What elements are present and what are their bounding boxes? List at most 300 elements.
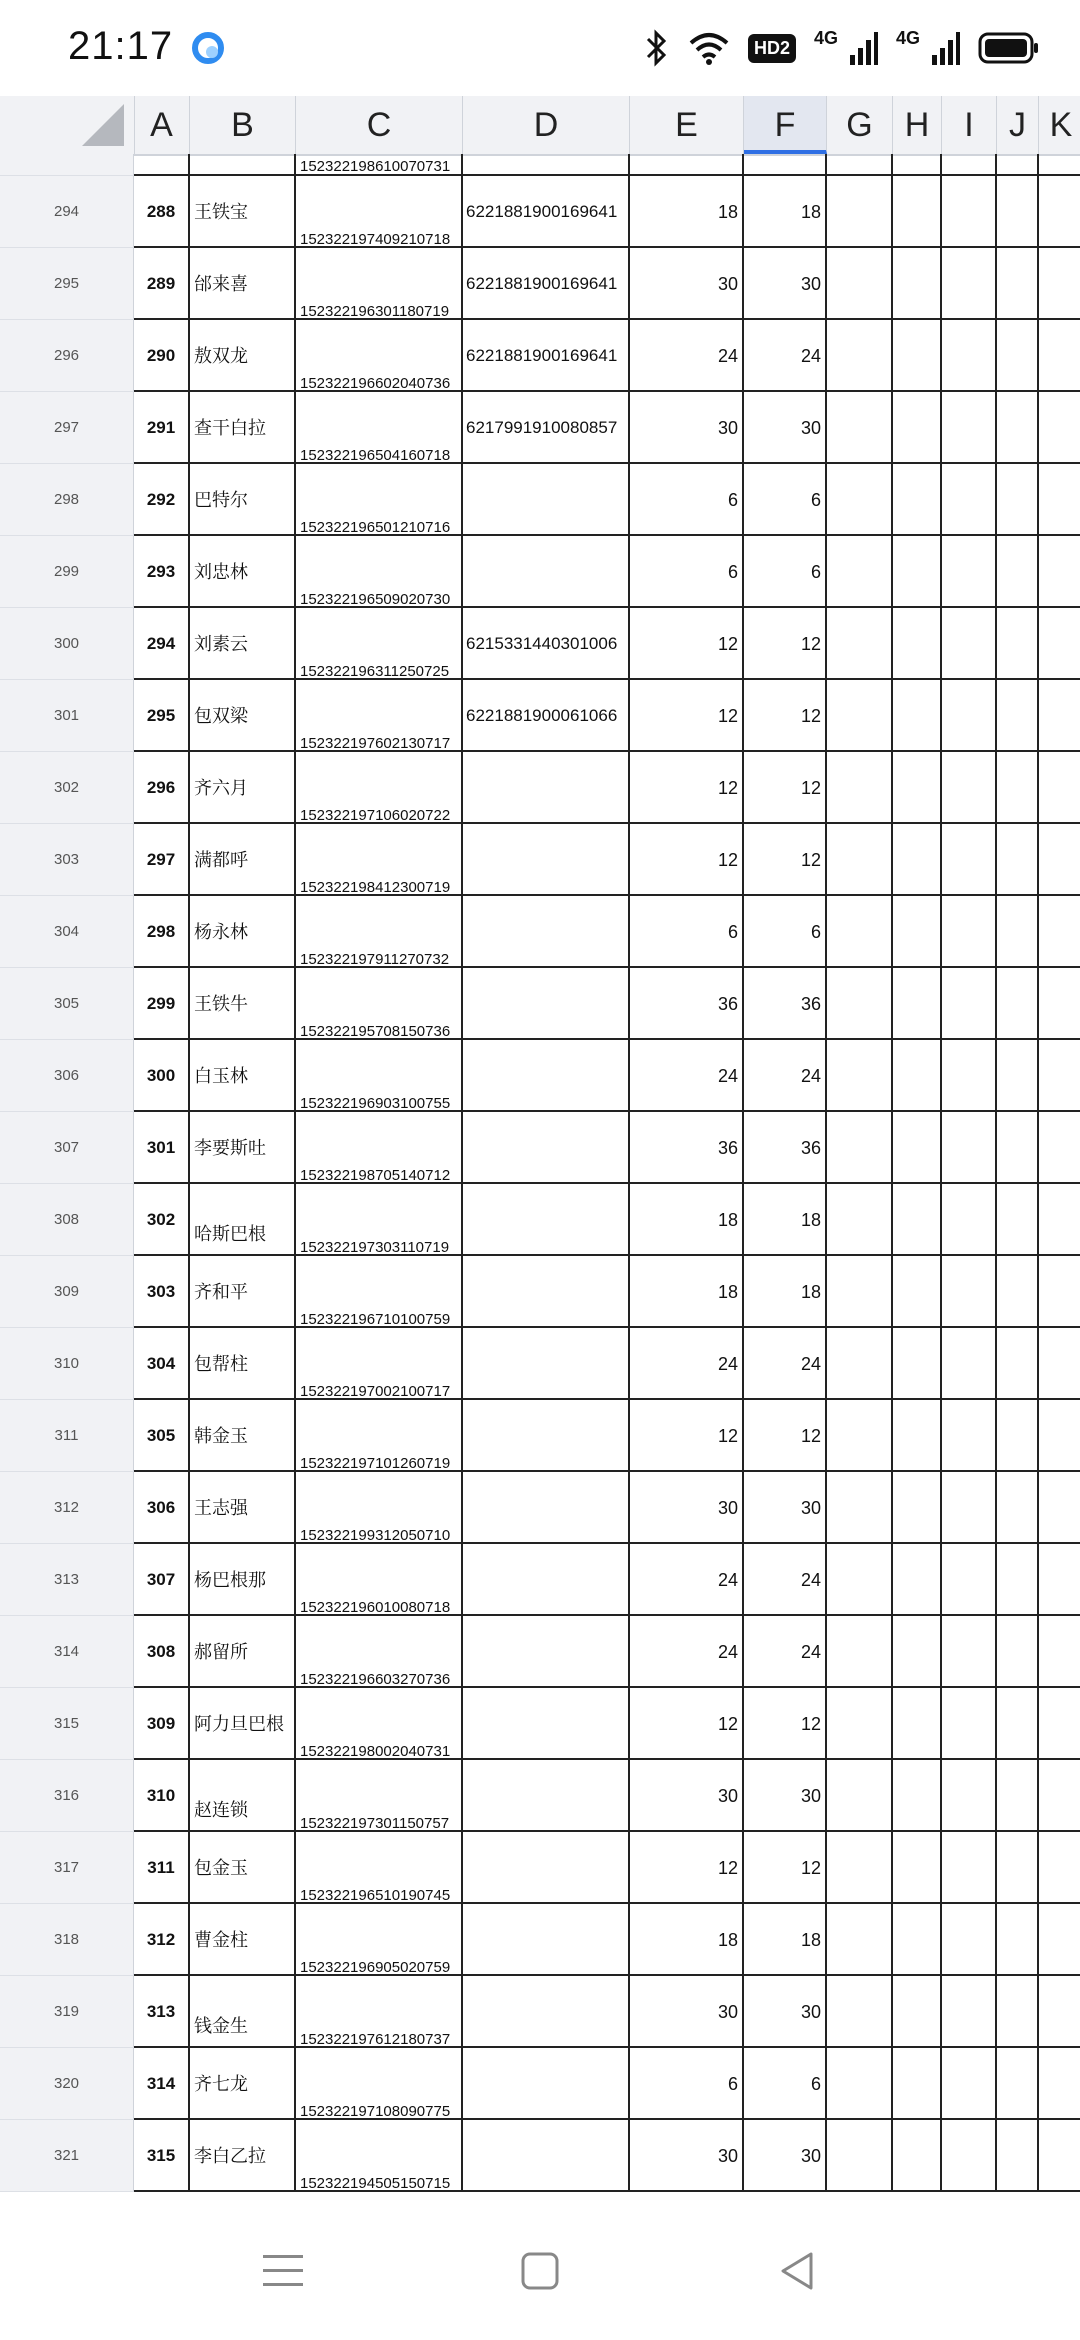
cell-amount-f[interactable]: 24	[744, 1040, 827, 1112]
row-number[interactable]: 299	[0, 536, 134, 608]
cell-h[interactable]	[893, 1688, 942, 1760]
cell-g[interactable]	[827, 824, 893, 896]
cell-k[interactable]	[1039, 824, 1080, 896]
cell-seq-no[interactable]: 291	[134, 392, 190, 464]
cell-amount-f[interactable]: 6	[744, 536, 827, 608]
cell-amount-f[interactable]: 12	[744, 1832, 827, 1904]
cell-seq-no[interactable]: 309	[134, 1688, 190, 1760]
cell-amount-e[interactable]: 6	[630, 536, 744, 608]
cell-j[interactable]	[997, 680, 1039, 752]
cell-seq-no[interactable]: 300	[134, 1040, 190, 1112]
cell-j[interactable]	[997, 1616, 1039, 1688]
cell-i[interactable]	[942, 1688, 997, 1760]
row-number[interactable]: 294	[0, 176, 134, 248]
cell-h[interactable]	[893, 1328, 942, 1400]
cell-j[interactable]	[997, 464, 1039, 536]
cell-amount-e[interactable]: 24	[630, 320, 744, 392]
cell-amount-e[interactable]: 12	[630, 1688, 744, 1760]
cell-name[interactable]: 哈斯巴根	[190, 1184, 296, 1256]
cell-bank-account[interactable]: 6215331440301006	[463, 608, 630, 680]
spreadsheet[interactable]	[0, 96, 1080, 2206]
cell-g[interactable]	[827, 1976, 893, 2048]
back-button[interactable]	[762, 2236, 832, 2306]
cell-amount-f[interactable]: 18	[744, 1904, 827, 1976]
cell-amount-f[interactable]: 30	[744, 1472, 827, 1544]
cell-amount-f[interactable]: 30	[744, 2120, 827, 2192]
row-number[interactable]: 317	[0, 1832, 134, 1904]
cell-h[interactable]	[893, 248, 942, 320]
select-all-corner[interactable]	[0, 96, 135, 154]
cell-k[interactable]	[1039, 2048, 1080, 2120]
cell-name[interactable]: 查干白拉	[190, 392, 296, 464]
row-number[interactable]: 308	[0, 1184, 134, 1256]
row-number[interactable]: 314	[0, 1616, 134, 1688]
cell-i[interactable]	[942, 896, 997, 968]
row-number[interactable]: 302	[0, 752, 134, 824]
cell-amount-e[interactable]: 30	[630, 392, 744, 464]
cell-j[interactable]	[997, 2048, 1039, 2120]
cell-k[interactable]	[1039, 1328, 1080, 1400]
cell-amount-e[interactable]: 30	[630, 1760, 744, 1832]
cell-id-number[interactable]: 152322196010080718	[296, 1544, 463, 1616]
cell-seq-no[interactable]: 296	[134, 752, 190, 824]
row-number[interactable]: 309	[0, 1256, 134, 1328]
cell-i[interactable]	[942, 1544, 997, 1616]
cell-name[interactable]: 阿力旦巴根	[190, 1688, 296, 1760]
cell-j[interactable]	[997, 248, 1039, 320]
row-number[interactable]: 303	[0, 824, 134, 896]
cell-j[interactable]	[997, 1760, 1039, 1832]
cell-i[interactable]	[942, 2048, 997, 2120]
cell-amount-e[interactable]: 18	[630, 1184, 744, 1256]
cell-j[interactable]	[997, 1256, 1039, 1328]
cell-amount-f[interactable]: 18	[744, 1184, 827, 1256]
cell-i[interactable]	[942, 1112, 997, 1184]
cell-k[interactable]	[1039, 1112, 1080, 1184]
cell-bank-account[interactable]: 6221881900061066	[463, 680, 630, 752]
cell-id-number[interactable]: 152322198412300719	[296, 824, 463, 896]
cell-id-number[interactable]: 152322196504160718	[296, 392, 463, 464]
cell-name[interactable]: 李要斯吐	[190, 1112, 296, 1184]
cell-id-number[interactable]: 152322196301180719	[296, 248, 463, 320]
cell-seq-no[interactable]: 297	[134, 824, 190, 896]
cell-name[interactable]: 王铁牛	[190, 968, 296, 1040]
cell-i[interactable]	[942, 536, 997, 608]
row-number[interactable]: 304	[0, 896, 134, 968]
cell-i[interactable]	[942, 2120, 997, 2192]
cell-amount-f[interactable]: 30	[744, 248, 827, 320]
cell-seq-no[interactable]: 313	[134, 1976, 190, 2048]
row-number[interactable]: 318	[0, 1904, 134, 1976]
cell-g[interactable]	[827, 248, 893, 320]
cell-name[interactable]: 赵连锁	[190, 1760, 296, 1832]
cell-j[interactable]	[997, 1472, 1039, 1544]
cell-i[interactable]	[942, 1328, 997, 1400]
cell-name[interactable]: 杨永林	[190, 896, 296, 968]
cell-g[interactable]	[827, 1688, 893, 1760]
cell-bank-account[interactable]	[463, 2048, 630, 2120]
cell-amount-f[interactable]: 6	[744, 896, 827, 968]
cell-h[interactable]	[893, 1112, 942, 1184]
cell-bank-account[interactable]	[463, 1400, 630, 1472]
cell-name[interactable]: 郝留所	[190, 1616, 296, 1688]
cell-g[interactable]	[827, 1472, 893, 1544]
row-number[interactable]: 320	[0, 2048, 134, 2120]
row-number-partial[interactable]	[0, 154, 134, 176]
row-number[interactable]: 297	[0, 392, 134, 464]
cell-name[interactable]: 钱金生	[190, 1976, 296, 2048]
cell-g[interactable]	[827, 1544, 893, 1616]
cell-g[interactable]	[827, 1904, 893, 1976]
cell-j[interactable]	[997, 1904, 1039, 1976]
row-number[interactable]: 315	[0, 1688, 134, 1760]
column-header-f[interactable]: F	[744, 96, 827, 154]
cell-h[interactable]	[893, 1040, 942, 1112]
cell-amount-e[interactable]: 12	[630, 1832, 744, 1904]
cell-k[interactable]	[1039, 680, 1080, 752]
cell-seq-no[interactable]: 305	[134, 1400, 190, 1472]
row-number[interactable]: 311	[0, 1400, 134, 1472]
cell-amount-f[interactable]: 12	[744, 608, 827, 680]
cell-bank-account[interactable]	[463, 968, 630, 1040]
cell-g[interactable]	[827, 1400, 893, 1472]
cell-bank-account[interactable]: 6217991910080857	[463, 392, 630, 464]
cell-seq-no[interactable]: 290	[134, 320, 190, 392]
cell-bank-account[interactable]	[463, 1328, 630, 1400]
cell-bank-account[interactable]	[463, 536, 630, 608]
row-number[interactable]: 298	[0, 464, 134, 536]
cell-amount-f[interactable]: 12	[744, 1688, 827, 1760]
cell-name[interactable]: 韩金玉	[190, 1400, 296, 1472]
cell-name[interactable]: 李白乙拉	[190, 2120, 296, 2192]
cell-h[interactable]	[893, 464, 942, 536]
cell-k[interactable]	[1039, 1976, 1080, 2048]
cell-amount-e[interactable]: 24	[630, 1616, 744, 1688]
cell-amount-e[interactable]: 24	[630, 1544, 744, 1616]
cell-j[interactable]	[997, 752, 1039, 824]
cell-id-number[interactable]: 152322197106020722	[296, 752, 463, 824]
column-header-j[interactable]: J	[997, 96, 1039, 154]
row-number[interactable]: 295	[0, 248, 134, 320]
cell-amount-e[interactable]: 18	[630, 1904, 744, 1976]
cell-j[interactable]	[997, 1400, 1039, 1472]
cell-name[interactable]: 包金玉	[190, 1832, 296, 1904]
cell-g[interactable]	[827, 1184, 893, 1256]
cell-amount-f[interactable]: 30	[744, 392, 827, 464]
cell-seq-no[interactable]: 303	[134, 1256, 190, 1328]
column-header-d[interactable]: D	[463, 96, 630, 154]
cell-bank-account[interactable]	[463, 1904, 630, 1976]
cell-amount-f[interactable]: 24	[744, 1544, 827, 1616]
row-number[interactable]: 305	[0, 968, 134, 1040]
cell-j[interactable]	[997, 1544, 1039, 1616]
cell-amount-e[interactable]: 12	[630, 752, 744, 824]
cell-h[interactable]	[893, 896, 942, 968]
cell-j[interactable]	[997, 2120, 1039, 2192]
cell-i[interactable]	[942, 752, 997, 824]
row-number[interactable]: 307	[0, 1112, 134, 1184]
cell-amount-e[interactable]: 6	[630, 464, 744, 536]
cell-h[interactable]	[893, 1832, 942, 1904]
cell-amount-f[interactable]: 12	[744, 680, 827, 752]
cell-id-number[interactable]: 152322196602040736	[296, 320, 463, 392]
cell-i[interactable]	[942, 1616, 997, 1688]
cell-bank-account[interactable]	[463, 1544, 630, 1616]
cell-k[interactable]	[1039, 1688, 1080, 1760]
cell-partial-k[interactable]	[1039, 154, 1080, 176]
cell-h[interactable]	[893, 752, 942, 824]
cell-name[interactable]: 王志强	[190, 1472, 296, 1544]
row-number[interactable]: 313	[0, 1544, 134, 1616]
cell-name[interactable]: 包帮柱	[190, 1328, 296, 1400]
cell-h[interactable]	[893, 1976, 942, 2048]
cell-i[interactable]	[942, 824, 997, 896]
cell-amount-f[interactable]: 36	[744, 968, 827, 1040]
cell-partial-h[interactable]	[893, 154, 942, 176]
cell-g[interactable]	[827, 752, 893, 824]
cell-amount-f[interactable]: 24	[744, 1616, 827, 1688]
cell-name[interactable]: 满都呼	[190, 824, 296, 896]
cell-h[interactable]	[893, 392, 942, 464]
home-button[interactable]	[505, 2236, 575, 2306]
cell-k[interactable]	[1039, 1040, 1080, 1112]
cell-bank-account[interactable]	[463, 896, 630, 968]
cell-i[interactable]	[942, 1832, 997, 1904]
cell-k[interactable]	[1039, 392, 1080, 464]
cell-amount-f[interactable]: 6	[744, 464, 827, 536]
cell-id-number[interactable]: 152322198002040731	[296, 1688, 463, 1760]
column-header-c[interactable]: C	[296, 96, 463, 154]
cell-j[interactable]	[997, 1976, 1039, 2048]
cell-g[interactable]	[827, 1112, 893, 1184]
cell-j[interactable]	[997, 824, 1039, 896]
cell-h[interactable]	[893, 1616, 942, 1688]
cell-seq-no[interactable]: 308	[134, 1616, 190, 1688]
menu-button[interactable]	[248, 2236, 318, 2306]
cell-g[interactable]	[827, 608, 893, 680]
cell-i[interactable]	[942, 320, 997, 392]
cell-amount-e[interactable]: 18	[630, 176, 744, 248]
cell-amount-e[interactable]: 24	[630, 1040, 744, 1112]
cell-seq-no[interactable]: 293	[134, 536, 190, 608]
cell-amount-f[interactable]: 36	[744, 1112, 827, 1184]
cell-name[interactable]: 白玉林	[190, 1040, 296, 1112]
column-header-b[interactable]: B	[190, 96, 296, 154]
cell-id-number[interactable]: 152322195708150736	[296, 968, 463, 1040]
cell-bank-account[interactable]	[463, 1472, 630, 1544]
row-number[interactable]: 312	[0, 1472, 134, 1544]
cell-bank-account[interactable]	[463, 1112, 630, 1184]
cell-id-number[interactable]: 152322197602130717	[296, 680, 463, 752]
cell-seq-no[interactable]: 294	[134, 608, 190, 680]
cell-amount-f[interactable]: 30	[744, 1760, 827, 1832]
cell-k[interactable]	[1039, 2120, 1080, 2192]
cell-h[interactable]	[893, 1400, 942, 1472]
cell-k[interactable]	[1039, 176, 1080, 248]
column-header-a[interactable]: A	[134, 96, 190, 154]
row-number[interactable]: 306	[0, 1040, 134, 1112]
cell-i[interactable]	[942, 1256, 997, 1328]
cell-j[interactable]	[997, 1328, 1039, 1400]
cell-h[interactable]	[893, 2120, 942, 2192]
cell-k[interactable]	[1039, 1832, 1080, 1904]
cell-i[interactable]	[942, 1472, 997, 1544]
cell-bank-account[interactable]	[463, 1040, 630, 1112]
row-number[interactable]: 301	[0, 680, 134, 752]
cell-id-number[interactable]: 152322196510190745	[296, 1832, 463, 1904]
column-header-h[interactable]: H	[893, 96, 942, 154]
cell-amount-f[interactable]: 12	[744, 824, 827, 896]
cell-h[interactable]	[893, 1256, 942, 1328]
cell-amount-e[interactable]: 30	[630, 1472, 744, 1544]
cell-amount-e[interactable]: 6	[630, 2048, 744, 2120]
cell-id-number[interactable]: 152322197002100717	[296, 1328, 463, 1400]
cell-g[interactable]	[827, 1328, 893, 1400]
cell-g[interactable]	[827, 2048, 893, 2120]
cell-amount-e[interactable]: 30	[630, 1976, 744, 2048]
cell-j[interactable]	[997, 1832, 1039, 1904]
cell-id-number[interactable]: 152322197303110719	[296, 1184, 463, 1256]
cell-k[interactable]	[1039, 1472, 1080, 1544]
cell-amount-e[interactable]: 6	[630, 896, 744, 968]
cell-seq-no[interactable]: 312	[134, 1904, 190, 1976]
cell-amount-f[interactable]: 24	[744, 320, 827, 392]
cell-name[interactable]: 巴特尔	[190, 464, 296, 536]
cell-h[interactable]	[893, 176, 942, 248]
cell-seq-no[interactable]: 288	[134, 176, 190, 248]
cell-g[interactable]	[827, 896, 893, 968]
cell-seq-no[interactable]: 304	[134, 1328, 190, 1400]
cell-seq-no[interactable]: 314	[134, 2048, 190, 2120]
cell-partial-i[interactable]	[942, 154, 997, 176]
cell-k[interactable]	[1039, 1616, 1080, 1688]
cell-amount-f[interactable]: 12	[744, 752, 827, 824]
cell-g[interactable]	[827, 1832, 893, 1904]
cell-seq-no[interactable]: 306	[134, 1472, 190, 1544]
cell-k[interactable]	[1039, 752, 1080, 824]
cell-name[interactable]: 曹金柱	[190, 1904, 296, 1976]
cell-i[interactable]	[942, 1904, 997, 1976]
cell-i[interactable]	[942, 968, 997, 1040]
cell-bank-account[interactable]: 6221881900169641	[463, 320, 630, 392]
cell-j[interactable]	[997, 896, 1039, 968]
cell-k[interactable]	[1039, 608, 1080, 680]
cell-i[interactable]	[942, 392, 997, 464]
cell-bank-account[interactable]: 6221881900169641	[463, 248, 630, 320]
cell-name[interactable]: 王铁宝	[190, 176, 296, 248]
row-number[interactable]: 316	[0, 1760, 134, 1832]
cell-j[interactable]	[997, 1688, 1039, 1760]
cell-name[interactable]: 邰来喜	[190, 248, 296, 320]
cell-g[interactable]	[827, 464, 893, 536]
cell-k[interactable]	[1039, 1544, 1080, 1616]
cell-i[interactable]	[942, 1184, 997, 1256]
cell-id-number[interactable]: 152322197612180737	[296, 1976, 463, 2048]
cell-name[interactable]: 刘忠林	[190, 536, 296, 608]
cell-h[interactable]	[893, 320, 942, 392]
cell-name[interactable]: 刘素云	[190, 608, 296, 680]
cell-h[interactable]	[893, 1544, 942, 1616]
cell-seq-no[interactable]: 311	[134, 1832, 190, 1904]
cell-j[interactable]	[997, 1040, 1039, 1112]
cell-seq-no[interactable]: 302	[134, 1184, 190, 1256]
cell-bank-account[interactable]	[463, 1256, 630, 1328]
cell-amount-e[interactable]: 36	[630, 1112, 744, 1184]
cell-i[interactable]	[942, 464, 997, 536]
row-number[interactable]: 300	[0, 608, 134, 680]
cell-g[interactable]	[827, 1616, 893, 1688]
cell-id-number[interactable]: 152322197108090775	[296, 2048, 463, 2120]
cell-id-number[interactable]: 152322196509020730	[296, 536, 463, 608]
cell-id-number[interactable]: 152322196905020759	[296, 1904, 463, 1976]
cell-partial-a[interactable]	[134, 154, 190, 176]
cell-bank-account[interactable]	[463, 752, 630, 824]
cell-id-number[interactable]: 152322197101260719	[296, 1400, 463, 1472]
cell-amount-e[interactable]: 12	[630, 824, 744, 896]
cell-id-number[interactable]: 152322198705140712	[296, 1112, 463, 1184]
cell-h[interactable]	[893, 1904, 942, 1976]
cell-i[interactable]	[942, 1976, 997, 2048]
cell-g[interactable]	[827, 1760, 893, 1832]
cell-bank-account[interactable]	[463, 1688, 630, 1760]
cell-i[interactable]	[942, 248, 997, 320]
cell-name[interactable]: 杨巴根那	[190, 1544, 296, 1616]
cell-amount-e[interactable]: 36	[630, 968, 744, 1040]
cell-amount-f[interactable]: 30	[744, 1976, 827, 2048]
cell-g[interactable]	[827, 1256, 893, 1328]
cell-name[interactable]: 齐和平	[190, 1256, 296, 1328]
cell-g[interactable]	[827, 536, 893, 608]
cell-h[interactable]	[893, 824, 942, 896]
cell-id-number[interactable]: 152322196903100755	[296, 1040, 463, 1112]
cell-id-number[interactable]: 152322197911270732	[296, 896, 463, 968]
cell-partial-g[interactable]	[827, 154, 893, 176]
cell-amount-e[interactable]: 12	[630, 680, 744, 752]
cell-g[interactable]	[827, 320, 893, 392]
cell-k[interactable]	[1039, 968, 1080, 1040]
cell-amount-f[interactable]: 18	[744, 176, 827, 248]
cell-bank-account[interactable]	[463, 1184, 630, 1256]
cell-amount-e[interactable]: 24	[630, 1328, 744, 1400]
cell-k[interactable]	[1039, 536, 1080, 608]
cell-bank-account[interactable]	[463, 824, 630, 896]
cell-id-number[interactable]: 152322196501210716	[296, 464, 463, 536]
cell-bank-account[interactable]	[463, 1760, 630, 1832]
cell-seq-no[interactable]: 289	[134, 248, 190, 320]
cell-j[interactable]	[997, 392, 1039, 464]
cell-bank-account[interactable]	[463, 2120, 630, 2192]
cell-i[interactable]	[942, 1400, 997, 1472]
cell-j[interactable]	[997, 608, 1039, 680]
cell-bank-account[interactable]	[463, 1832, 630, 1904]
cell-amount-f[interactable]: 6	[744, 2048, 827, 2120]
cell-h[interactable]	[893, 2048, 942, 2120]
cell-partial-f[interactable]	[744, 154, 827, 176]
cell-partial-j[interactable]	[997, 154, 1039, 176]
cell-seq-no[interactable]: 310	[134, 1760, 190, 1832]
cell-g[interactable]	[827, 968, 893, 1040]
cell-j[interactable]	[997, 176, 1039, 248]
cell-k[interactable]	[1039, 1904, 1080, 1976]
column-header-e[interactable]: E	[630, 96, 744, 154]
cell-name[interactable]: 包双梁	[190, 680, 296, 752]
cell-j[interactable]	[997, 536, 1039, 608]
cell-i[interactable]	[942, 1760, 997, 1832]
row-number[interactable]: 321	[0, 2120, 134, 2192]
cell-seq-no[interactable]: 307	[134, 1544, 190, 1616]
cell-amount-e[interactable]: 30	[630, 248, 744, 320]
cell-partial-b[interactable]	[190, 154, 296, 176]
